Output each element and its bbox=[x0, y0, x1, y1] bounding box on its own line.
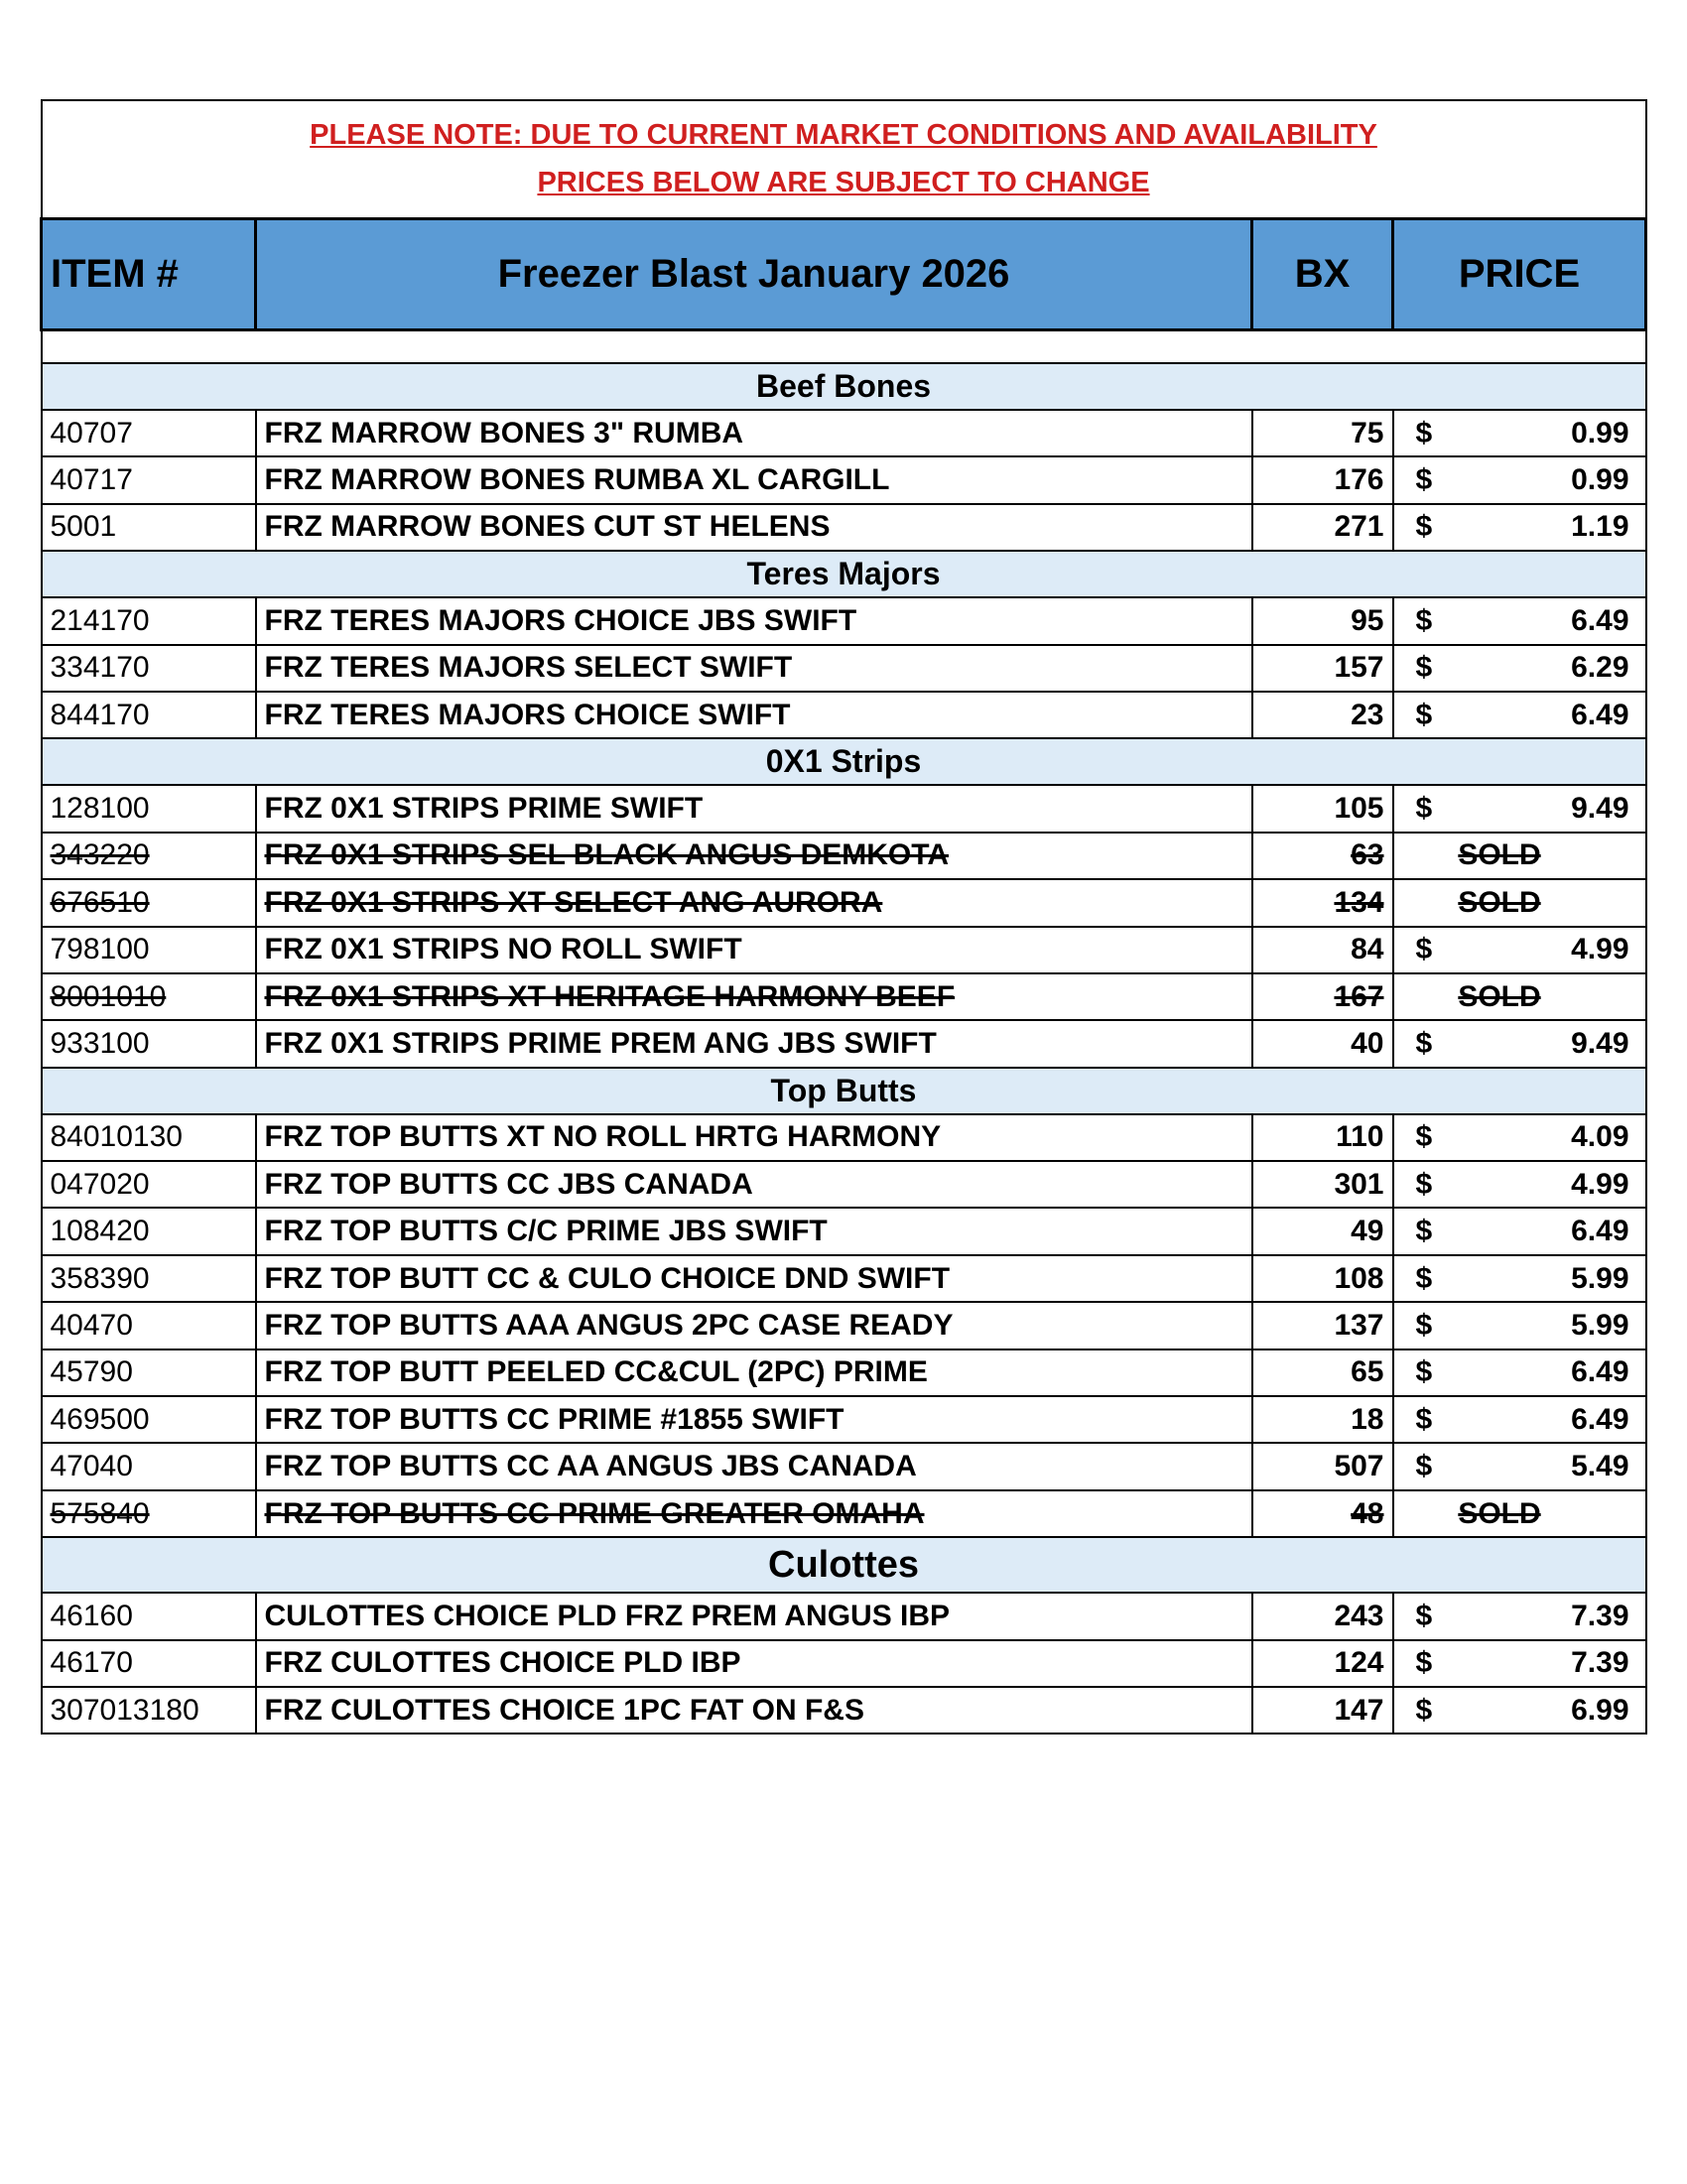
notice-line-2: PRICES BELOW ARE SUBJECT TO CHANGE bbox=[537, 167, 1150, 199]
market-notice bbox=[42, 100, 1646, 218]
item-description: FRZ TERES MAJORS CHOICE JBS SWIFT bbox=[256, 597, 1252, 644]
price-wrap bbox=[1402, 510, 1637, 544]
item-number: 128100 bbox=[42, 785, 256, 832]
item-number: 40470 bbox=[42, 1302, 256, 1349]
table-row bbox=[42, 456, 1646, 503]
spacer-row bbox=[42, 329, 1646, 363]
price-cell bbox=[1393, 927, 1646, 973]
price-cell bbox=[1393, 1114, 1646, 1161]
price-wrap bbox=[1402, 1403, 1637, 1437]
price-wrap bbox=[1402, 1309, 1637, 1343]
price-value: 5.99 bbox=[1571, 1261, 1629, 1295]
price-cell bbox=[1393, 1490, 1646, 1537]
item-number: 40707 bbox=[42, 410, 256, 456]
item-number: 047020 bbox=[42, 1161, 256, 1208]
item-description: FRZ 0X1 STRIPS PRIME SWIFT bbox=[256, 785, 1252, 832]
currency-symbol: $ bbox=[1415, 792, 1433, 826]
box-count: 301 bbox=[1252, 1161, 1393, 1208]
table-row bbox=[42, 833, 1646, 879]
category-row bbox=[42, 1537, 1646, 1593]
price-cell bbox=[1393, 1208, 1646, 1254]
item-description: FRZ TERES MAJORS CHOICE SWIFT bbox=[256, 692, 1252, 738]
box-count: 124 bbox=[1252, 1640, 1393, 1687]
price-table bbox=[40, 99, 1647, 1734]
table-row bbox=[42, 1443, 1646, 1489]
category-heading: Top Butts bbox=[42, 1068, 1646, 1114]
item-description: FRZ 0X1 STRIPS XT HERITAGE HARMONY BEEF bbox=[256, 973, 1252, 1020]
item-description: FRZ TOP BUTT PEELED CC&CUL (2PC) PRIME bbox=[256, 1349, 1252, 1396]
price-cell bbox=[1393, 1443, 1646, 1489]
table-row bbox=[42, 1114, 1646, 1161]
sold-label: SOLD bbox=[1458, 885, 1541, 919]
item-description: FRZ TOP BUTTS AAA ANGUS 2PC CASE READY bbox=[256, 1302, 1252, 1349]
item-description: CULOTTES CHOICE PLD FRZ PREM ANGUS IBP bbox=[256, 1593, 1252, 1639]
notice-line-1: PLEASE NOTE: DUE TO CURRENT MARKET CONDITIONS AND AVAILABILITY bbox=[310, 119, 1377, 152]
price-wrap bbox=[1402, 699, 1637, 732]
table-row bbox=[42, 504, 1646, 551]
price-value: 6.49 bbox=[1571, 698, 1629, 731]
price-wrap bbox=[1402, 1120, 1637, 1154]
box-count: 65 bbox=[1252, 1349, 1393, 1396]
price-value: 7.39 bbox=[1571, 1599, 1629, 1632]
price-value: 6.49 bbox=[1571, 1215, 1629, 1248]
item-number: 307013180 bbox=[42, 1687, 256, 1734]
item-description: FRZ MARROW BONES CUT ST HELENS bbox=[256, 504, 1252, 551]
price-cell bbox=[1393, 833, 1646, 879]
item-number: 108420 bbox=[42, 1208, 256, 1254]
currency-symbol: $ bbox=[1415, 1215, 1433, 1248]
price-cell bbox=[1393, 1349, 1646, 1396]
currency-symbol: $ bbox=[1415, 463, 1433, 497]
item-description: FRZ TOP BUTTS CC PRIME GREATER OMAHA bbox=[256, 1490, 1252, 1537]
table-row bbox=[42, 692, 1646, 738]
price-wrap bbox=[1402, 1215, 1637, 1248]
price-cell bbox=[1393, 1687, 1646, 1734]
box-count: 108 bbox=[1252, 1255, 1393, 1302]
price-cell bbox=[1393, 1161, 1646, 1208]
table-row bbox=[42, 410, 1646, 456]
item-description: FRZ CULOTTES CHOICE PLD IBP bbox=[256, 1640, 1252, 1687]
currency-symbol: $ bbox=[1415, 1167, 1433, 1201]
category-row bbox=[42, 551, 1646, 597]
table-row bbox=[42, 1349, 1646, 1396]
currency-symbol: $ bbox=[1415, 651, 1433, 685]
price-wrap bbox=[1402, 604, 1637, 638]
price-value: 4.09 bbox=[1571, 1120, 1629, 1154]
item-description: FRZ 0X1 STRIPS NO ROLL SWIFT bbox=[256, 927, 1252, 973]
box-count: 147 bbox=[1252, 1687, 1393, 1734]
table-row bbox=[42, 597, 1646, 644]
price-cell bbox=[1393, 645, 1646, 692]
sold-label: SOLD bbox=[1458, 838, 1541, 872]
header-bx: BX bbox=[1252, 218, 1393, 329]
table-row bbox=[42, 1640, 1646, 1687]
item-number: 8001010 bbox=[42, 973, 256, 1020]
item-description: FRZ TOP BUTTS CC PRIME #1855 SWIFT bbox=[256, 1396, 1252, 1443]
box-count: 48 bbox=[1252, 1490, 1393, 1537]
price-cell bbox=[1393, 1255, 1646, 1302]
category-heading: Culottes bbox=[42, 1537, 1646, 1593]
currency-symbol: $ bbox=[1415, 1646, 1433, 1680]
item-description: FRZ CULOTTES CHOICE 1PC FAT ON F&S bbox=[256, 1687, 1252, 1734]
item-description: FRZ TOP BUTTS C/C PRIME JBS SWIFT bbox=[256, 1208, 1252, 1254]
item-description: FRZ 0X1 STRIPS XT SELECT ANG AURORA bbox=[256, 879, 1252, 926]
price-value: 7.39 bbox=[1571, 1646, 1629, 1680]
box-count: 271 bbox=[1252, 504, 1393, 551]
table-header bbox=[42, 218, 1646, 329]
table-row bbox=[42, 879, 1646, 926]
sheet-title: Freezer Blast January 2026 bbox=[256, 218, 1252, 329]
currency-symbol: $ bbox=[1415, 1308, 1433, 1342]
currency-symbol: $ bbox=[1415, 1355, 1433, 1389]
price-cell bbox=[1393, 504, 1646, 551]
category-row bbox=[42, 363, 1646, 410]
price-wrap bbox=[1402, 1694, 1637, 1728]
price-value: 6.49 bbox=[1571, 1355, 1629, 1389]
table-row bbox=[42, 1208, 1646, 1254]
price-wrap bbox=[1402, 1600, 1637, 1633]
price-wrap bbox=[1402, 1262, 1637, 1296]
price-cell bbox=[1393, 879, 1646, 926]
box-count: 137 bbox=[1252, 1302, 1393, 1349]
item-description: FRZ TERES MAJORS SELECT SWIFT bbox=[256, 645, 1252, 692]
price-cell bbox=[1393, 785, 1646, 832]
price-wrap bbox=[1402, 463, 1637, 497]
item-number: 46170 bbox=[42, 1640, 256, 1687]
box-count: 134 bbox=[1252, 879, 1393, 926]
price-cell bbox=[1393, 1020, 1646, 1067]
table-row bbox=[42, 1687, 1646, 1734]
box-count: 49 bbox=[1252, 1208, 1393, 1254]
box-count: 167 bbox=[1252, 973, 1393, 1020]
price-value: 5.99 bbox=[1571, 1308, 1629, 1342]
table-row bbox=[42, 1161, 1646, 1208]
item-number: 798100 bbox=[42, 927, 256, 973]
price-wrap bbox=[1402, 1646, 1637, 1680]
box-count: 176 bbox=[1252, 456, 1393, 503]
item-number: 214170 bbox=[42, 597, 256, 644]
table-row bbox=[42, 973, 1646, 1020]
box-count: 84 bbox=[1252, 927, 1393, 973]
item-description: FRZ TOP BUTTS CC AA ANGUS JBS CANADA bbox=[256, 1443, 1252, 1489]
box-count: 157 bbox=[1252, 645, 1393, 692]
currency-symbol: $ bbox=[1415, 1026, 1433, 1060]
sold-label: SOLD bbox=[1458, 1496, 1541, 1530]
price-value: 9.49 bbox=[1571, 1026, 1629, 1060]
price-wrap bbox=[1402, 417, 1637, 450]
item-number: 47040 bbox=[42, 1443, 256, 1489]
price-cell bbox=[1393, 1396, 1646, 1443]
currency-symbol: $ bbox=[1415, 698, 1433, 731]
price-value: 6.49 bbox=[1571, 603, 1629, 637]
item-number: 5001 bbox=[42, 504, 256, 551]
price-value: 1.19 bbox=[1571, 510, 1629, 544]
price-cell bbox=[1393, 692, 1646, 738]
price-value: 6.99 bbox=[1571, 1693, 1629, 1727]
currency-symbol: $ bbox=[1415, 1120, 1433, 1154]
price-cell bbox=[1393, 456, 1646, 503]
price-cell bbox=[1393, 1302, 1646, 1349]
price-value: 0.99 bbox=[1571, 416, 1629, 450]
item-number: 358390 bbox=[42, 1255, 256, 1302]
table-row bbox=[42, 1302, 1646, 1349]
price-wrap bbox=[1402, 1355, 1637, 1389]
item-number: 46160 bbox=[42, 1593, 256, 1639]
price-value: 6.49 bbox=[1571, 1402, 1629, 1436]
price-value: 6.29 bbox=[1571, 651, 1629, 685]
item-number: 933100 bbox=[42, 1020, 256, 1067]
item-description: FRZ MARROW BONES 3" RUMBA bbox=[256, 410, 1252, 456]
item-description: FRZ 0X1 STRIPS SEL BLACK ANGUS DEMKOTA bbox=[256, 833, 1252, 879]
table-row bbox=[42, 927, 1646, 973]
price-cell bbox=[1393, 410, 1646, 456]
price-wrap bbox=[1402, 1168, 1637, 1202]
price-sheet bbox=[40, 99, 1644, 1734]
table-row bbox=[42, 1490, 1646, 1537]
item-number: 343220 bbox=[42, 833, 256, 879]
price-wrap bbox=[1402, 1027, 1637, 1061]
currency-symbol: $ bbox=[1415, 510, 1433, 544]
table-row bbox=[42, 645, 1646, 692]
price-cell bbox=[1393, 1593, 1646, 1639]
box-count: 40 bbox=[1252, 1020, 1393, 1067]
item-description: FRZ 0X1 STRIPS PRIME PREM ANG JBS SWIFT bbox=[256, 1020, 1252, 1067]
table-row bbox=[42, 1020, 1646, 1067]
sold-label: SOLD bbox=[1458, 979, 1541, 1013]
currency-symbol: $ bbox=[1415, 1450, 1433, 1483]
category-heading: 0X1 Strips bbox=[42, 738, 1646, 785]
item-description: FRZ MARROW BONES RUMBA XL CARGILL bbox=[256, 456, 1252, 503]
box-count: 23 bbox=[1252, 692, 1393, 738]
item-number: 84010130 bbox=[42, 1114, 256, 1161]
table-row bbox=[42, 1396, 1646, 1443]
category-heading: Beef Bones bbox=[42, 363, 1646, 410]
table-row bbox=[42, 1593, 1646, 1639]
category-row bbox=[42, 738, 1646, 785]
item-number: 575840 bbox=[42, 1490, 256, 1537]
box-count: 507 bbox=[1252, 1443, 1393, 1489]
currency-symbol: $ bbox=[1415, 603, 1433, 637]
table-row bbox=[42, 1255, 1646, 1302]
price-cell bbox=[1393, 973, 1646, 1020]
price-value: 9.49 bbox=[1571, 792, 1629, 826]
item-number: 469500 bbox=[42, 1396, 256, 1443]
price-value: 5.49 bbox=[1571, 1450, 1629, 1483]
currency-symbol: $ bbox=[1415, 1599, 1433, 1632]
price-wrap bbox=[1402, 933, 1637, 966]
price-cell bbox=[1393, 1640, 1646, 1687]
price-wrap bbox=[1402, 651, 1637, 685]
currency-symbol: $ bbox=[1415, 933, 1433, 966]
price-cell bbox=[1393, 597, 1646, 644]
currency-symbol: $ bbox=[1415, 1693, 1433, 1727]
price-value: 0.99 bbox=[1571, 463, 1629, 497]
item-description: FRZ TOP BUTT CC & CULO CHOICE DND SWIFT bbox=[256, 1255, 1252, 1302]
item-number: 40717 bbox=[42, 456, 256, 503]
header-price: PRICE bbox=[1393, 218, 1646, 329]
box-count: 110 bbox=[1252, 1114, 1393, 1161]
currency-symbol: $ bbox=[1415, 416, 1433, 450]
item-description: FRZ TOP BUTTS XT NO ROLL HRTG HARMONY bbox=[256, 1114, 1252, 1161]
table-row bbox=[42, 785, 1646, 832]
price-value: 4.99 bbox=[1571, 1167, 1629, 1201]
price-wrap bbox=[1402, 792, 1637, 826]
price-wrap bbox=[1402, 1450, 1637, 1483]
currency-symbol: $ bbox=[1415, 1261, 1433, 1295]
box-count: 18 bbox=[1252, 1396, 1393, 1443]
item-number: 676510 bbox=[42, 879, 256, 926]
item-description: FRZ TOP BUTTS CC JBS CANADA bbox=[256, 1161, 1252, 1208]
header-item: ITEM # bbox=[42, 218, 256, 329]
box-count: 95 bbox=[1252, 597, 1393, 644]
item-number: 45790 bbox=[42, 1349, 256, 1396]
item-number: 334170 bbox=[42, 645, 256, 692]
box-count: 63 bbox=[1252, 833, 1393, 879]
currency-symbol: $ bbox=[1415, 1402, 1433, 1436]
category-heading: Teres Majors bbox=[42, 551, 1646, 597]
category-row bbox=[42, 1068, 1646, 1114]
box-count: 243 bbox=[1252, 1593, 1393, 1639]
item-number: 844170 bbox=[42, 692, 256, 738]
box-count: 75 bbox=[1252, 410, 1393, 456]
box-count: 105 bbox=[1252, 785, 1393, 832]
price-value: 4.99 bbox=[1571, 933, 1629, 966]
